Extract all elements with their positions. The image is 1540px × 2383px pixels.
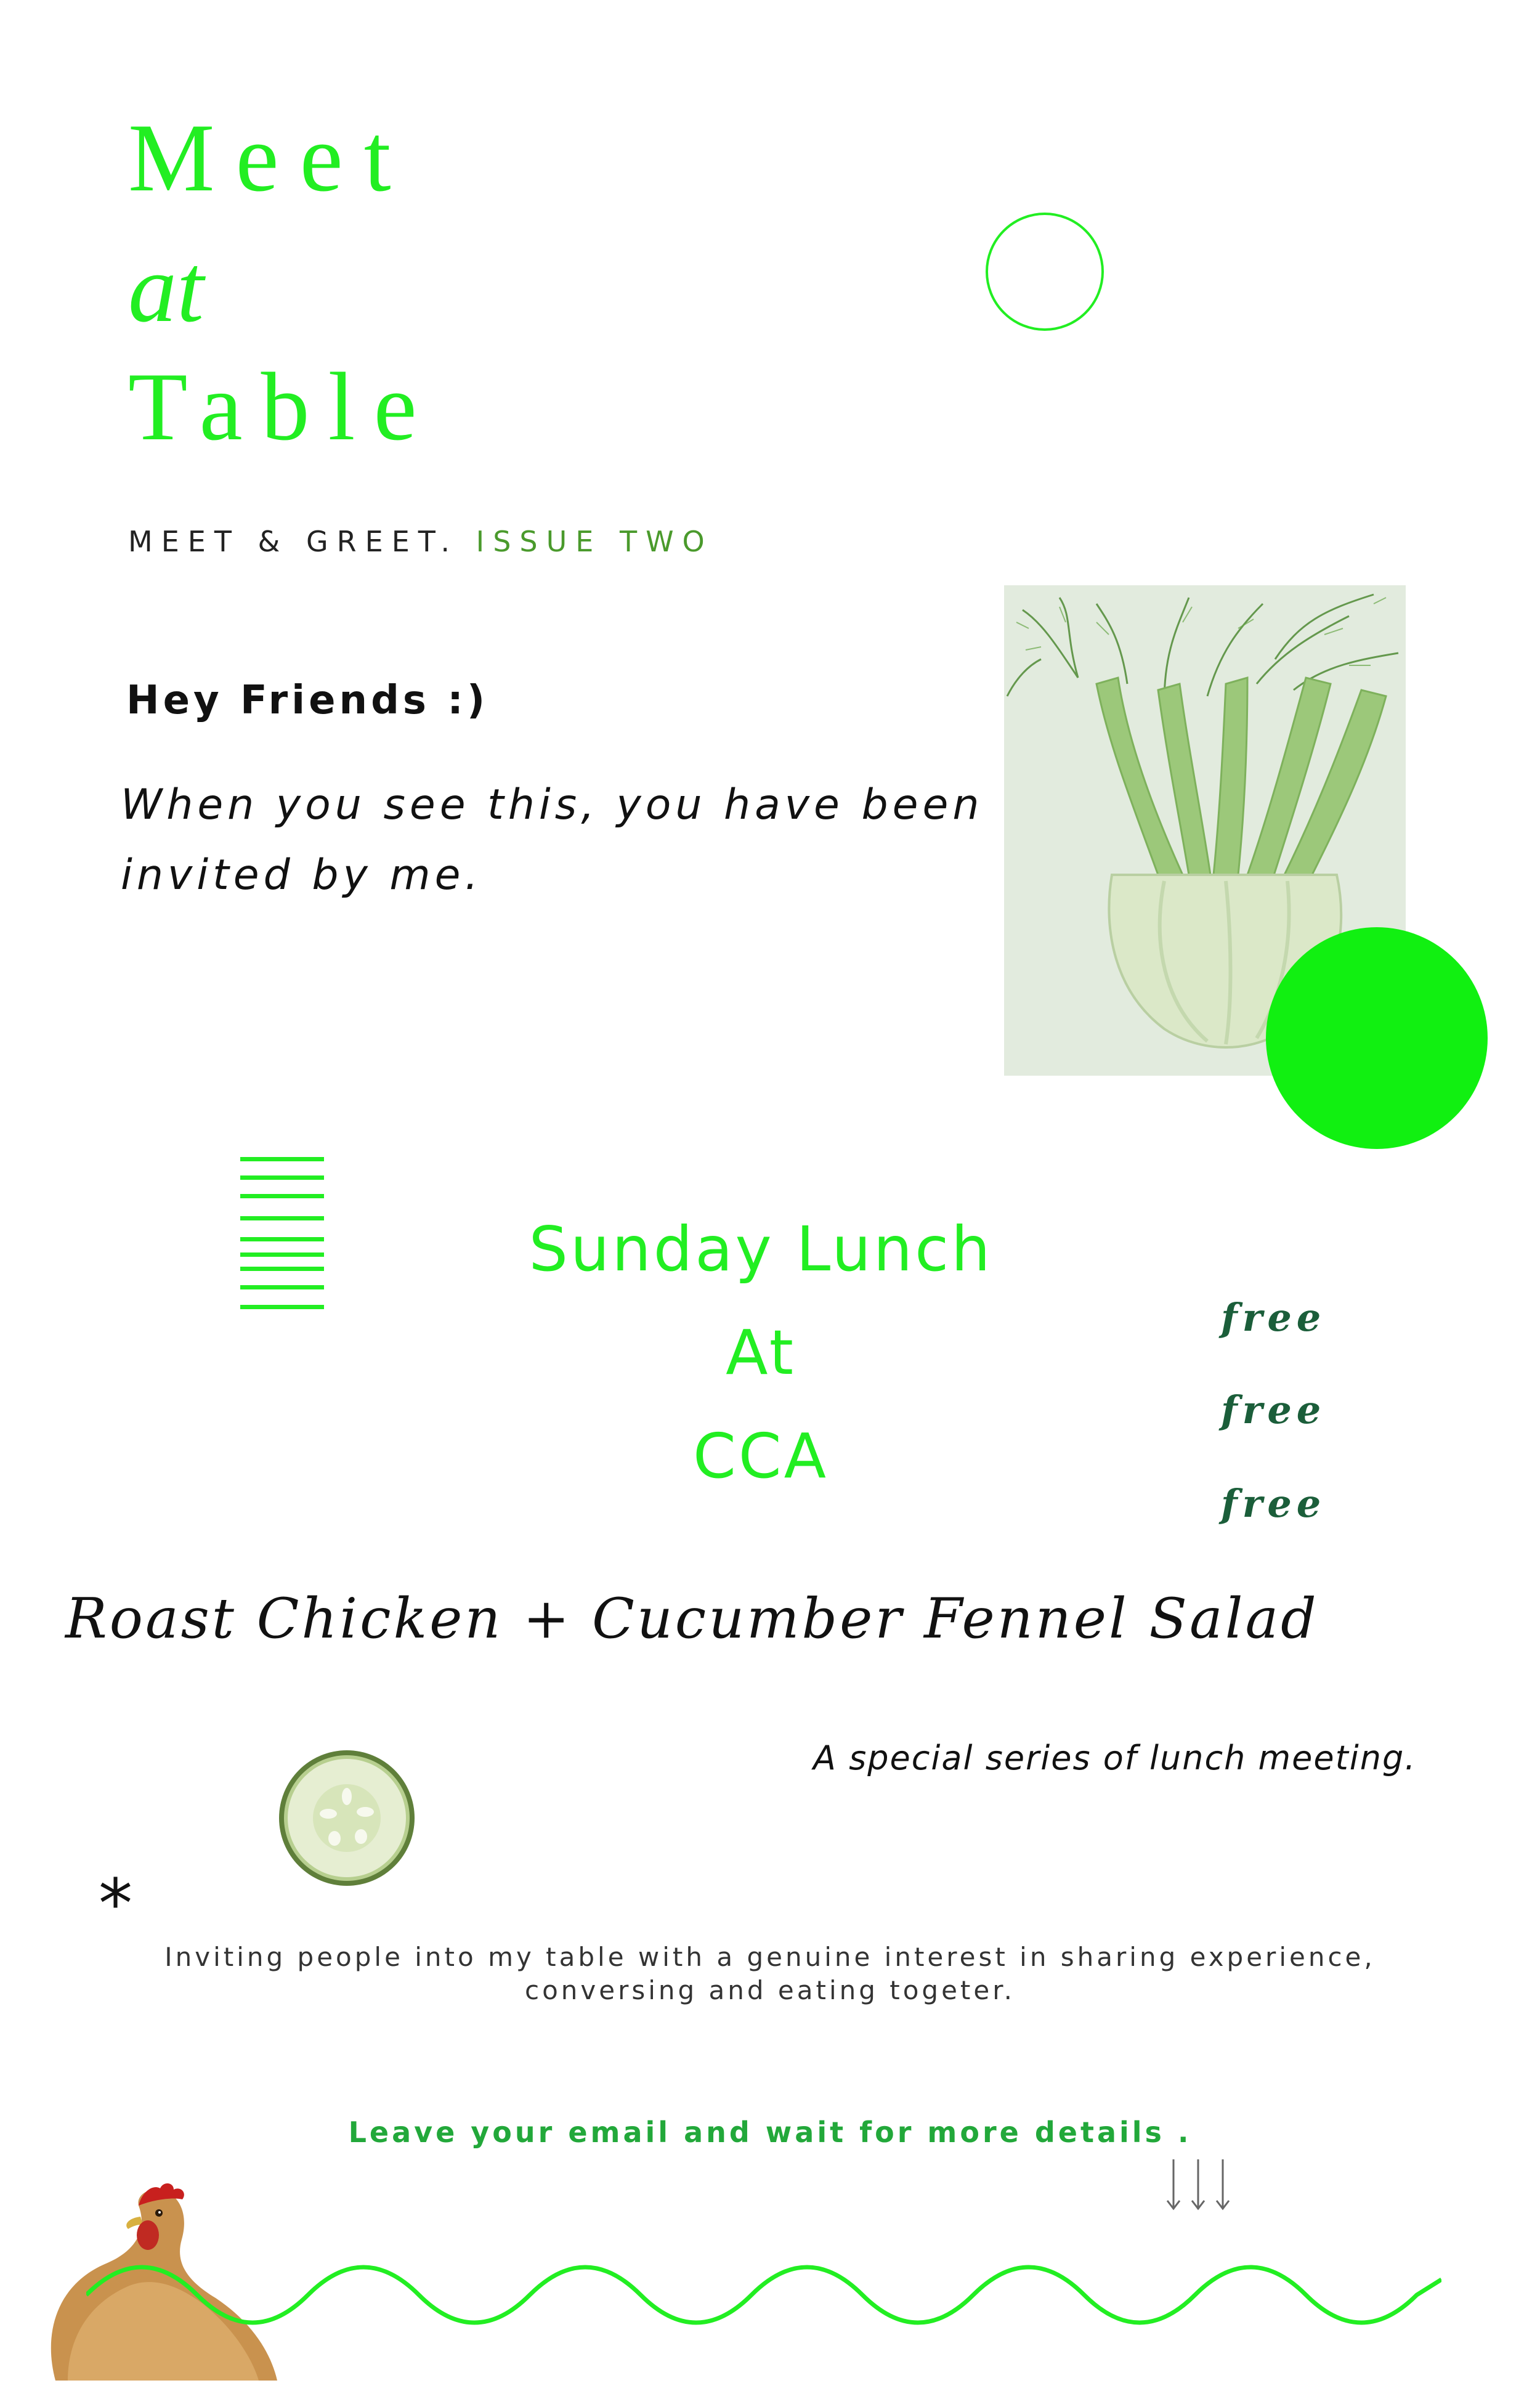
stripe	[240, 1237, 324, 1241]
intro-line-1: When you see this, you have been	[121, 781, 984, 829]
price-tag-free: free	[1221, 1295, 1326, 1340]
stripe	[240, 1252, 324, 1257]
title-line-table: Table	[128, 353, 436, 461]
issue-prefix: MEET & GREET.	[128, 525, 459, 558]
stripes-decoration	[240, 1157, 324, 1311]
title-line-meet: Meet	[128, 104, 412, 212]
stripe	[240, 1157, 324, 1161]
stripe	[240, 1305, 324, 1309]
description-line-2: conversing and eating togeter.	[525, 1975, 1015, 2005]
title-line-at: at	[128, 235, 204, 343]
asterisk-mark: *	[99, 1864, 132, 1943]
description-text	[123, 1941, 1417, 2007]
price-tag-free: free	[1221, 1481, 1326, 1526]
stripe	[240, 1194, 324, 1198]
greeting-heading: Hey Friends :)	[126, 678, 489, 723]
event-line-1: Sunday Lunch	[529, 1213, 993, 1285]
down-arrows-icon	[1164, 2156, 1232, 2218]
wave-decoration	[86, 2255, 1441, 2335]
outline-circle-decoration	[986, 213, 1104, 331]
intro-line-2: invited by me.	[121, 851, 483, 899]
series-note: A special series of lunch meeting.	[813, 1739, 1417, 1777]
description-line-1: Inviting people into my table with a genuine interest in sharing experience,	[164, 1942, 1376, 1972]
event-heading	[511, 1198, 1010, 1508]
stripe	[240, 1175, 324, 1180]
intro-text	[121, 770, 1008, 911]
email-call-to-action[interactable]: Leave your email and wait for more details .	[348, 2116, 1192, 2149]
issue-label: ISSUE TWO	[476, 525, 713, 558]
event-line-2: At	[726, 1317, 796, 1389]
stripe	[240, 1216, 324, 1220]
solid-circle-decoration	[1266, 927, 1488, 1149]
menu-title: Roast Chicken + Cucumber Fennel Salad	[65, 1586, 1319, 1651]
event-line-3: CCA	[692, 1420, 829, 1492]
price-tag-free: free	[1221, 1387, 1326, 1432]
stripe	[240, 1267, 324, 1271]
issue-subtitle	[128, 525, 713, 558]
stripe	[240, 1285, 324, 1289]
cucumber-slice-image	[276, 1747, 418, 1889]
